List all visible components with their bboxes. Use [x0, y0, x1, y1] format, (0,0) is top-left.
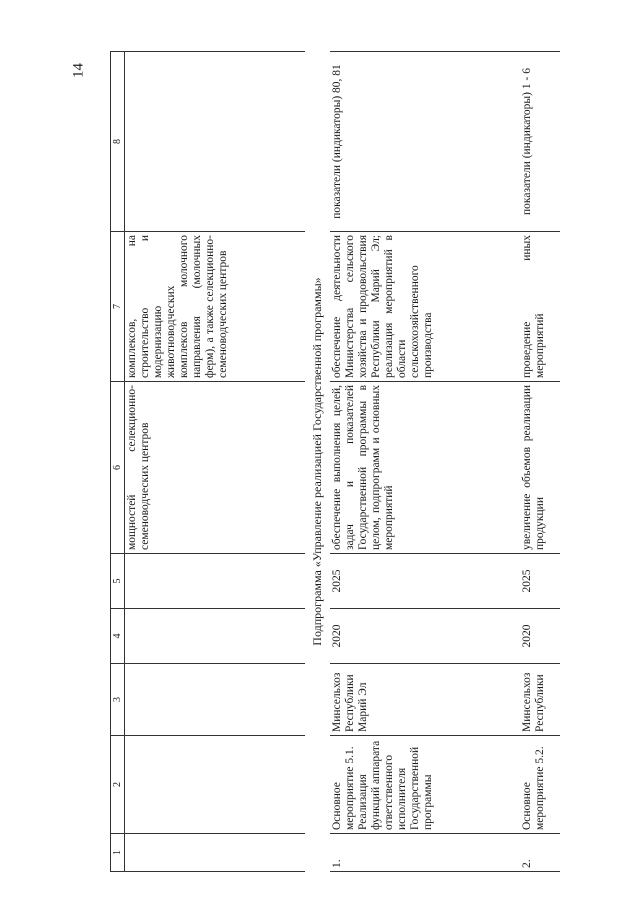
- row-measure-name: Основное мероприятие 5.2.: [520, 736, 560, 834]
- row-start-year: 2020: [330, 609, 520, 664]
- page-number: 14: [70, 63, 87, 78]
- col-header-8: 8: [111, 52, 125, 232]
- table-row: [520, 52, 560, 872]
- column-number-row: [111, 52, 125, 872]
- subprogram-title: Подпрограмма «Управление реализацией Государственной программы»: [309, 277, 324, 646]
- row-executor: Минсельхоз Республики Марий Эл: [330, 664, 520, 736]
- row-number: 2.: [520, 834, 560, 872]
- row-consequence: проведение иных мероприятий: [520, 232, 560, 382]
- rotated-table-page: [110, 52, 625, 872]
- table-row: [330, 52, 520, 872]
- col-header-5: 5: [111, 554, 125, 609]
- subprogram-row: [305, 52, 330, 872]
- row-indicators: показатели (индикаторы) 1 - 6: [520, 52, 560, 232]
- continuation-consequence: комплексов, на строительство и модернизацию животноводческих комплексов молочного направления (молочных ферм), а также селекционно-семеноводческих центров: [125, 232, 305, 382]
- row-measure-name: Основное мероприятие 5.1. Реализация функций аппарата ответственного исполнителя Государственной программы: [330, 736, 520, 834]
- col-header-4: 4: [111, 609, 125, 664]
- col-header-7: 7: [111, 232, 125, 382]
- col-header-3: 3: [111, 664, 125, 736]
- col-header-6: 6: [111, 382, 125, 554]
- col-header-2: 2: [111, 736, 125, 834]
- row-number: 1.: [330, 834, 520, 872]
- row-indicators: показатели (индикаторы) 80, 81: [330, 52, 520, 232]
- col-header-1: 1: [111, 834, 125, 872]
- row-end-year: 2025: [330, 554, 520, 609]
- continuation-result: мощностей селекционно-семеноводческих центров: [125, 382, 305, 554]
- row-expected-result: обеспечение выполнения целей, задач и показателей Государственной программы в целом, подпрограмм и основных мероприятий: [330, 382, 520, 554]
- row-end-year: 2025: [520, 554, 560, 609]
- row-consequence: обеспечение деятельности Министерства сельского хозяйства и продовольствия Республики Марий Эл; реализация мероприятий в области сельскохозяйственного производства: [330, 232, 520, 382]
- measures-table: [110, 51, 560, 872]
- continuation-row: [125, 52, 305, 872]
- row-start-year: 2020: [520, 609, 560, 664]
- row-executor: Минсельхоз Республики: [520, 664, 560, 736]
- row-expected-result: увеличение объемов реализации продукции: [520, 382, 560, 554]
